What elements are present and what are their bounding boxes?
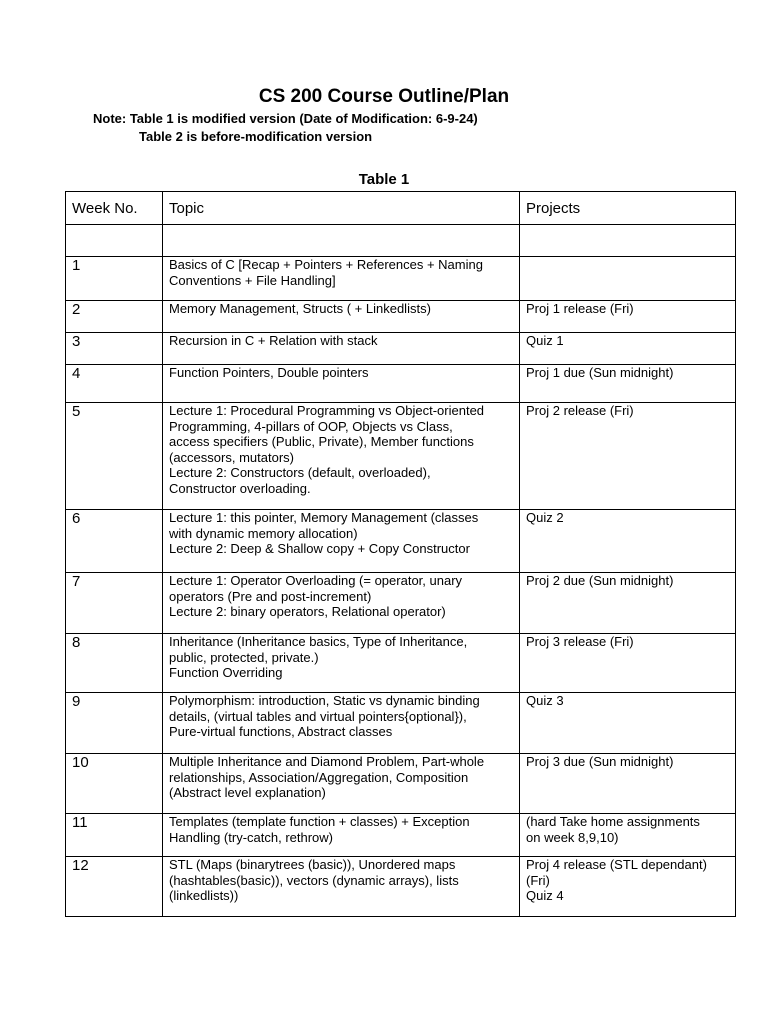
table-row [66,510,736,573]
week-cell: 4 [66,365,163,403]
topic-line: Templates (template function + classes) + Exception [169,814,470,829]
table-row [66,754,736,814]
projects-cell [520,693,736,754]
topic-cell [163,634,520,693]
week-cell: 9 [66,693,163,754]
projects-line: (Fri) [526,872,550,888]
topic-cell [163,814,520,857]
topic-line: (accessors, mutators) [169,449,294,465]
topic-cell [163,225,520,257]
projects-cell [520,573,736,634]
projects-line: Proj 2 release (Fri) [526,403,634,418]
topic-cell [163,693,520,754]
projects-line: Quiz 2 [526,510,564,525]
topic-cell [163,333,520,365]
projects-line: Proj 3 due (Sun midnight) [526,754,674,769]
header-week: Week No. [66,192,163,225]
week-cell: 6 [66,510,163,573]
topic-line: Conventions + File Handling] [169,272,336,288]
topic-line: Lecture 1: this pointer, Memory Management (classes [169,510,479,525]
topic-line: Recursion in C + Relation with stack [169,333,378,348]
topic-line: (Abstract level explanation) [169,785,326,800]
projects-cell [520,257,736,301]
topic-line: relationships, Association/Aggregation, Composition [169,769,469,785]
topic-line: public, protected, private.) [169,649,319,665]
topic-line: Lecture 2: binary operators, Relational operator) [169,604,446,619]
table-row [66,333,736,365]
topic-line: Inheritance (Inheritance basics, Type of Inheritance, [169,634,468,649]
topic-cell [163,754,520,814]
projects-line: Proj 1 due (Sun midnight) [526,365,674,380]
week-cell: 3 [66,333,163,365]
topic-line: STL (Maps (binarytrees (basic)), Unordered maps [169,857,456,872]
projects-line: (hard Take home assignments [526,814,700,829]
projects-cell [520,333,736,365]
projects-line: on week 8,9,10) [526,829,619,845]
topic-cell [163,301,520,333]
week-cell: 5 [66,403,163,510]
week-cell: 8 [66,634,163,693]
topic-line: Handling (try-catch, rethrow) [169,829,333,845]
projects-cell [520,814,736,857]
topic-line: Constructor overloading. [169,480,311,496]
topic-line: Polymorphism: introduction, Static vs dynamic binding [169,693,480,708]
topic-line: details, (virtual tables and virtual pointers{optional}), [169,708,467,724]
projects-cell [520,857,736,917]
document-title: CS 200 Course Outline/Plan [258,86,510,107]
version-note: Table 2 is before-modification version [139,129,373,144]
topic-line: Lecture 1: Procedural Programming vs Object-oriented [169,403,485,418]
topic-line: (hashtables(basic)), vectors (dynamic arrays), lists [169,872,459,888]
topic-line: Memory Management, Structs ( + Linkedlists) [169,301,431,316]
topic-line: operators (Pre and post-increment) [169,588,372,604]
topic-line: with dynamic memory allocation) [169,525,358,541]
projects-cell [520,225,736,257]
projects-line: Quiz 4 [526,888,564,903]
week-cell: 11 [66,814,163,857]
table-row [66,225,736,257]
table-row [66,693,736,754]
table-row [66,573,736,634]
projects-cell [520,634,736,693]
modification-note: Note: Table 1 is modified version (Date of Modification: 6-9-24) [93,111,478,126]
topic-line: Lecture 2: Constructors (default, overloaded), [169,465,431,480]
table-row [66,634,736,693]
topic-line: (linkedlists)) [169,888,239,903]
week-cell: 10 [66,754,163,814]
projects-line: Proj 4 release (STL dependant) [526,857,707,872]
topic-line: Programming, 4-pillars of OOP, Objects vs Class, [169,418,453,434]
topic-cell [163,365,520,403]
week-cell: 2 [66,301,163,333]
topic-line: Function Overriding [169,665,283,680]
topic-line: Function Pointers, Double pointers [169,365,369,380]
projects-line: Quiz 1 [526,333,564,348]
projects-cell [520,403,736,510]
projects-cell [520,365,736,403]
table-caption: Table 1 [358,171,410,188]
projects-cell [520,754,736,814]
topic-line: Lecture 1: Operator Overloading (= operator, unary [169,573,463,588]
projects-line: Proj 2 due (Sun midnight) [526,573,674,588]
table-row [66,301,736,333]
table-header-row [66,192,736,225]
topic-line: Basics of C [Recap + Pointers + References + Naming [169,257,483,272]
course-outline-table [65,191,736,917]
topic-cell [163,573,520,634]
week-cell [66,225,163,257]
topic-cell [163,257,520,301]
topic-cell [163,510,520,573]
topic-line: Pure-virtual functions, Abstract classes [169,724,393,739]
header-topic: Topic [163,192,520,225]
topic-cell [163,403,520,510]
week-cell: 1 [66,257,163,301]
projects-cell [520,510,736,573]
table-row [66,365,736,403]
table-row [66,857,736,917]
projects-line: Proj 1 release (Fri) [526,301,634,316]
projects-line: Proj 3 release (Fri) [526,634,634,649]
header-projects: Projects [520,192,736,225]
table-row [66,257,736,301]
projects-line: Quiz 3 [526,693,564,708]
topic-line: Multiple Inheritance and Diamond Problem, Part-whole [169,754,485,769]
table-row [66,403,736,510]
week-cell: 12 [66,857,163,917]
topic-line: Lecture 2: Deep & Shallow copy + Copy Constructor [169,541,470,556]
topic-cell [163,857,520,917]
table-row [66,814,736,857]
projects-cell [520,301,736,333]
topic-line: access specifiers (Public, Private), Member functions [169,434,474,449]
week-cell: 7 [66,573,163,634]
